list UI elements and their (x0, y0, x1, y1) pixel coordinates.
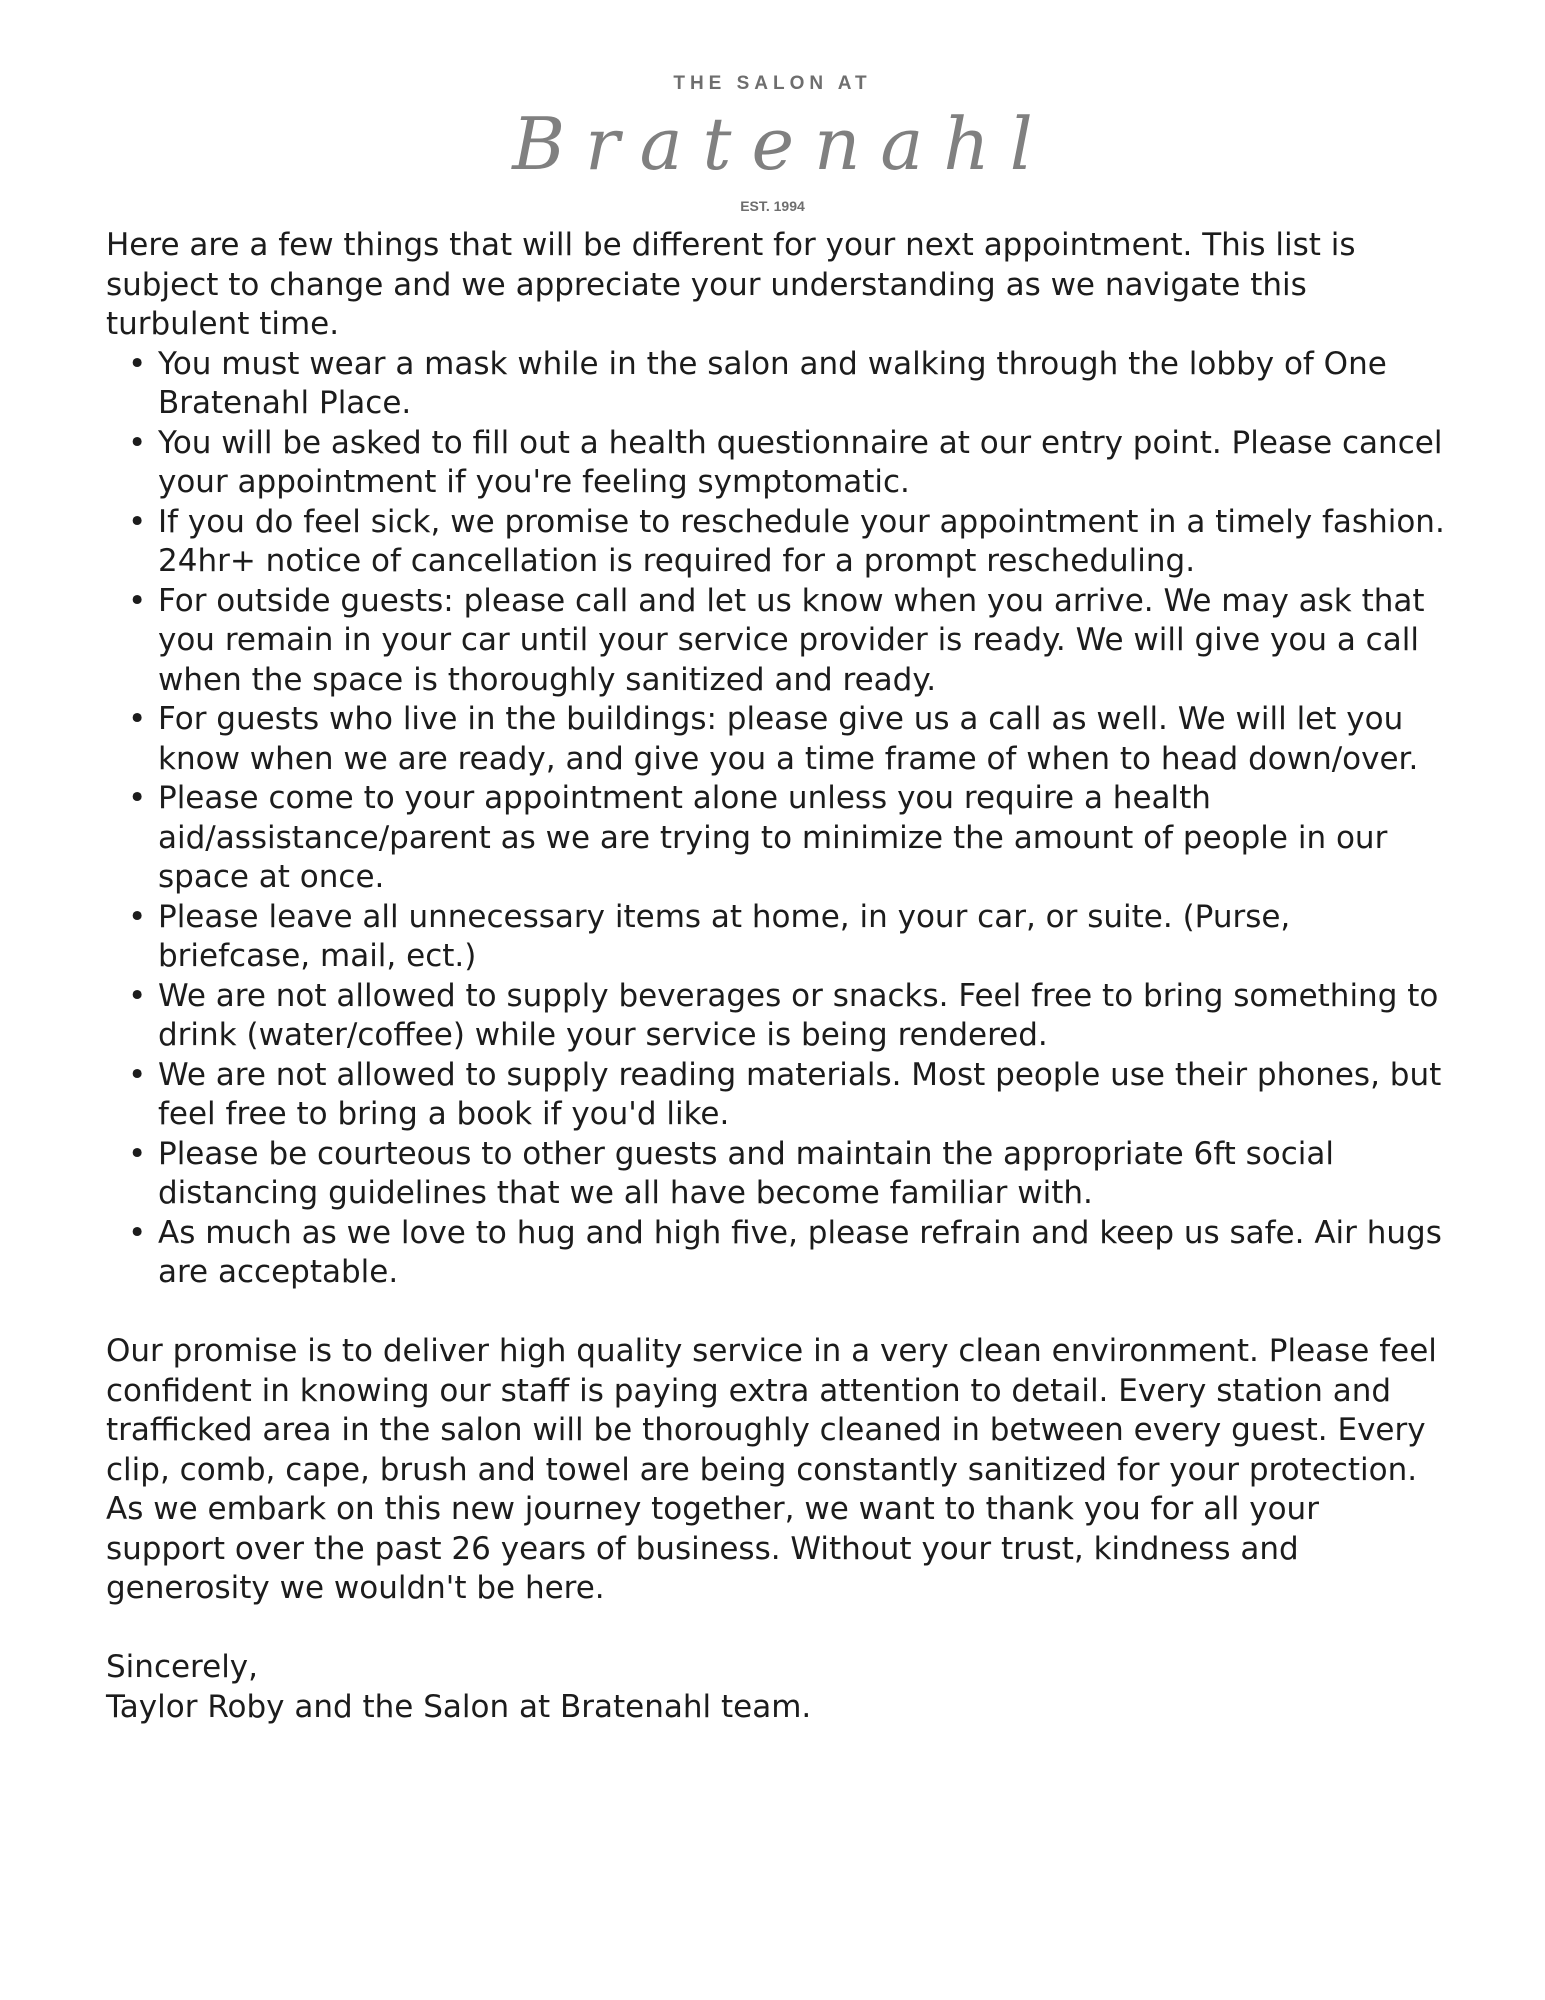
rule-item: • We are not allowed to supply beverages or snacks. Feel free to bring something to drink (water/coffee) while your service is being rendered. (158, 977, 1446, 1056)
intro-paragraph: Here are a few things that will be different for your next appointment. This list is subject to change and we appreciate your understanding as we navigate this turbulent time. (106, 227, 1356, 342)
promise-paragraph: Our promise is to deliver high quality service in a very clean environment. Please feel confident in knowing our staff is paying extra attention to detail. Every station and trafficked area in the salon will be thoroughly cleaned in between every guest. Every clip, comb, cape, brush and towel are being constantly sanitized for your protection. As we embark on this new journey together, we want to thank you for all your support over the past 26 years of business. Without your trust, kindness and generosity we wouldn't be here. (106, 1333, 1437, 1606)
spacer (106, 1293, 1446, 1333)
rules-list (106, 345, 1446, 1293)
rule-item: • Please come to your appointment alone unless you require a health aid/assistance/parent as we are trying to minimize the amount of people in our space at once. (158, 779, 1446, 898)
rule-item: • We are not allowed to supply reading materials. Most people use their phones, but feel free to bring a book if you'd like. (158, 1056, 1446, 1135)
logo-script-name: Bratenahl (512, 102, 1053, 186)
rule-item: • For guests who live in the buildings: please give us a call as well. We will let you know when we are ready, and give you a time frame of when to head down/over. (158, 700, 1446, 779)
rule-item: • As much as we love to hug and high five, please refrain and keep us safe. Air hugs are acceptable. (158, 1214, 1446, 1293)
logo-kicker: THE SALON AT (673, 73, 872, 94)
salutation: Sincerely, (106, 1649, 259, 1685)
logo-established: EST. 1994 (740, 198, 805, 214)
rule-item: • Please leave all unnecessary items at home, in your car, or suite. (Purse, briefcase, mail, ect.) (158, 898, 1446, 977)
rule-item: • Please be courteous to other guests and maintain the appropriate 6ft social distancing guidelines that we all have become familiar with. (158, 1135, 1446, 1214)
salon-logo (0, 72, 1545, 214)
signature: Taylor Roby and the Salon at Bratenahl team. (106, 1688, 812, 1725)
letter-body (106, 226, 1446, 1727)
rule-item: • For outside guests: please call and let us know when you arrive. We may ask that you remain in your car until your service provider is ready. We will give you a call when the space is thoroughly sanitized and ready. (158, 582, 1446, 701)
rule-item: • If you do feel sick, we promise to reschedule your appointment in a timely fashion. 24hr+ notice of cancellation is required for a prompt rescheduling. (158, 503, 1446, 582)
rule-item: • You will be asked to fill out a health questionnaire at our entry point. Please cancel your appointment if you're feeling symptomatic. (158, 424, 1446, 503)
rule-item: • You must wear a mask while in the salon and walking through the lobby of One Bratenahl Place. (158, 345, 1446, 424)
spacer (106, 1609, 1446, 1649)
